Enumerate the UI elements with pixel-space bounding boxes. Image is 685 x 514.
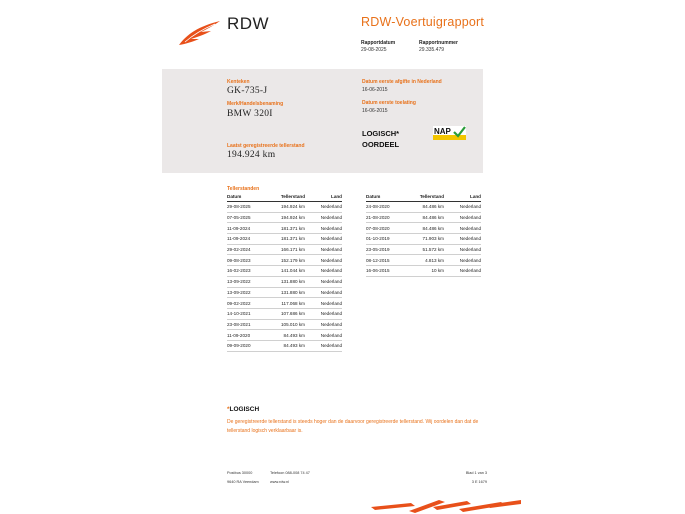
footnote-text: De geregistreerde tellerstand is steeds hoger dan de daarvoor geregistreerde tellerstand. Wij oordelen dan dat de tellerstand logisch verklaarbaar is. xyxy=(227,419,479,434)
row-date: 01-10-2019 xyxy=(366,234,404,245)
col-odometer: Tellerstand xyxy=(265,193,309,202)
row-country: Nederland xyxy=(309,212,342,223)
row-country: Nederland xyxy=(309,340,342,351)
rdw-stripes-decoration xyxy=(371,497,521,514)
footer-web[interactable]: www.rdw.nl xyxy=(270,480,289,484)
table-row xyxy=(366,223,481,234)
col-country: Land xyxy=(309,193,342,202)
odometer-table-left xyxy=(227,193,342,352)
row-date: 11-09-2024 xyxy=(227,223,265,234)
row-country: Nederland xyxy=(309,202,342,213)
table-row xyxy=(366,202,481,213)
col-date: Datum xyxy=(227,193,265,202)
report-number-label: Rapportnummer xyxy=(419,40,458,46)
table-row xyxy=(366,266,481,277)
row-date: 21-08-2020 xyxy=(366,212,404,223)
row-date: 11-09-2020 xyxy=(227,330,265,341)
footnote-title xyxy=(227,406,259,413)
table-row xyxy=(227,298,342,309)
row-country: Nederland xyxy=(309,287,342,298)
row-odometer: 4.813 km xyxy=(404,255,448,266)
first-admission-label: Datum eerste toelating xyxy=(362,100,416,106)
odometer-history-title: Tellerstanden xyxy=(227,186,260,192)
table-row xyxy=(227,330,342,341)
make-value: BMW 320I xyxy=(227,109,273,119)
table-row xyxy=(227,319,342,330)
row-date: 07-08-2020 xyxy=(366,223,404,234)
row-country: Nederland xyxy=(448,266,481,277)
row-odometer: 117.068 km xyxy=(265,298,309,309)
footer-city: 9640 RA Veendam xyxy=(227,480,259,484)
nap-text: NAP xyxy=(434,127,451,136)
table-row xyxy=(227,223,342,234)
row-date: 29-08-2025 xyxy=(227,202,265,213)
row-country: Nederland xyxy=(448,202,481,213)
row-odometer: 84.486 km xyxy=(404,223,448,234)
row-odometer: 181.371 km xyxy=(265,223,309,234)
row-date: 11-09-2024 xyxy=(227,234,265,245)
row-date: 14-10-2021 xyxy=(227,308,265,319)
row-odometer: 84.486 km xyxy=(404,202,448,213)
row-date: 16-02-2023 xyxy=(227,266,265,277)
table-row xyxy=(227,340,342,351)
table-row xyxy=(227,212,342,223)
plate-label: Kenteken xyxy=(227,79,250,85)
first-admission-value: 16-06-2015 xyxy=(362,108,388,114)
report-date-value: 29-08-2025 xyxy=(361,47,387,53)
row-odometer: 71.903 km xyxy=(404,234,448,245)
row-odometer: 194.924 km xyxy=(265,212,309,223)
table-row xyxy=(227,308,342,319)
row-odometer: 84.486 km xyxy=(404,212,448,223)
row-country: Nederland xyxy=(448,212,481,223)
footnote-star: * xyxy=(227,406,230,413)
row-country: Nederland xyxy=(309,298,342,309)
table-row xyxy=(366,234,481,245)
table-row xyxy=(227,202,342,213)
verdict-line-2: OORDEEL xyxy=(362,140,400,149)
row-odometer: 51.572 km xyxy=(404,244,448,255)
report-date-label: Rapportdatum xyxy=(361,40,396,46)
row-date: 09-02-2022 xyxy=(227,298,265,309)
col-odometer: Tellerstand xyxy=(404,193,448,202)
table-row xyxy=(227,266,342,277)
table-row xyxy=(366,212,481,223)
row-country: Nederland xyxy=(448,223,481,234)
row-country: Nederland xyxy=(309,244,342,255)
row-country: Nederland xyxy=(309,308,342,319)
footer-phone: Telefoon 088-008 74 47 xyxy=(270,471,310,475)
footer-code: 3 E 1679 xyxy=(471,480,487,484)
row-country: Nederland xyxy=(309,266,342,277)
row-date: 08-12-2015 xyxy=(366,255,404,266)
row-country: Nederland xyxy=(448,244,481,255)
row-country: Nederland xyxy=(309,255,342,266)
make-label: Merk/Handelsbenaming xyxy=(227,101,284,107)
col-country: Land xyxy=(448,193,481,202)
brand-name: RDW xyxy=(227,14,270,33)
table-row xyxy=(227,244,342,255)
row-date: 09-09-2020 xyxy=(227,340,265,351)
row-date: 23-05-2019 xyxy=(366,244,404,255)
first-reg-nl-label: Datum eerste afgifte in Nederland xyxy=(362,79,442,85)
row-country: Nederland xyxy=(309,223,342,234)
nap-check-icon xyxy=(433,126,466,140)
table-row xyxy=(227,234,342,245)
row-date: 13-09-2022 xyxy=(227,276,265,287)
row-odometer: 131.880 km xyxy=(265,287,309,298)
row-date: 16-06-2015 xyxy=(366,266,404,277)
col-date: Datum xyxy=(366,193,404,202)
report-title: RDW-Voertuigrapport xyxy=(361,15,485,29)
row-date: 24-08-2020 xyxy=(366,202,404,213)
verdict-line-1: LOGISCH* xyxy=(362,129,400,138)
table-row xyxy=(227,287,342,298)
row-odometer: 10 km xyxy=(404,266,448,277)
row-country: Nederland xyxy=(448,255,481,266)
row-odometer: 152.179 km xyxy=(265,255,309,266)
row-odometer: 131.880 km xyxy=(265,276,309,287)
row-date: 09-08-2023 xyxy=(227,255,265,266)
row-country: Nederland xyxy=(448,234,481,245)
first-reg-nl-value: 16-06-2015 xyxy=(362,87,388,93)
table-row xyxy=(366,255,481,266)
row-odometer: 107.686 km xyxy=(265,308,309,319)
footer-page: Blad 1 van 3 xyxy=(465,471,487,475)
table-row xyxy=(227,276,342,287)
row-country: Nederland xyxy=(309,330,342,341)
row-country: Nederland xyxy=(309,319,342,330)
row-date: 13-09-2022 xyxy=(227,287,265,298)
row-odometer: 84.493 km xyxy=(265,340,309,351)
row-date: 07-05-2025 xyxy=(227,212,265,223)
row-odometer: 181.371 km xyxy=(265,234,309,245)
plate-value: GK-735-J xyxy=(227,86,268,96)
row-odometer: 105.010 km xyxy=(265,319,309,330)
row-country: Nederland xyxy=(309,234,342,245)
row-country: Nederland xyxy=(309,276,342,287)
row-date: 23-08-2021 xyxy=(227,319,265,330)
table-row xyxy=(227,255,342,266)
report-number-value: 29.335.479 xyxy=(419,47,445,53)
row-odometer: 141.044 km xyxy=(265,266,309,277)
row-odometer: 166.171 km xyxy=(265,244,309,255)
row-odometer: 84.493 km xyxy=(265,330,309,341)
odometer-value: 194.924 km xyxy=(227,150,276,160)
row-date: 29-02-2024 xyxy=(227,244,265,255)
table-row xyxy=(366,244,481,255)
rdw-logo-icon xyxy=(177,20,221,46)
odometer-label: Laatst geregistreerde tellerstand xyxy=(227,143,305,149)
odometer-table-right xyxy=(366,193,481,277)
footer-postbus: Postbus 30000 xyxy=(227,471,253,475)
footnote-title-text: LOGISCH xyxy=(229,406,260,413)
row-odometer: 194.924 km xyxy=(265,202,309,213)
